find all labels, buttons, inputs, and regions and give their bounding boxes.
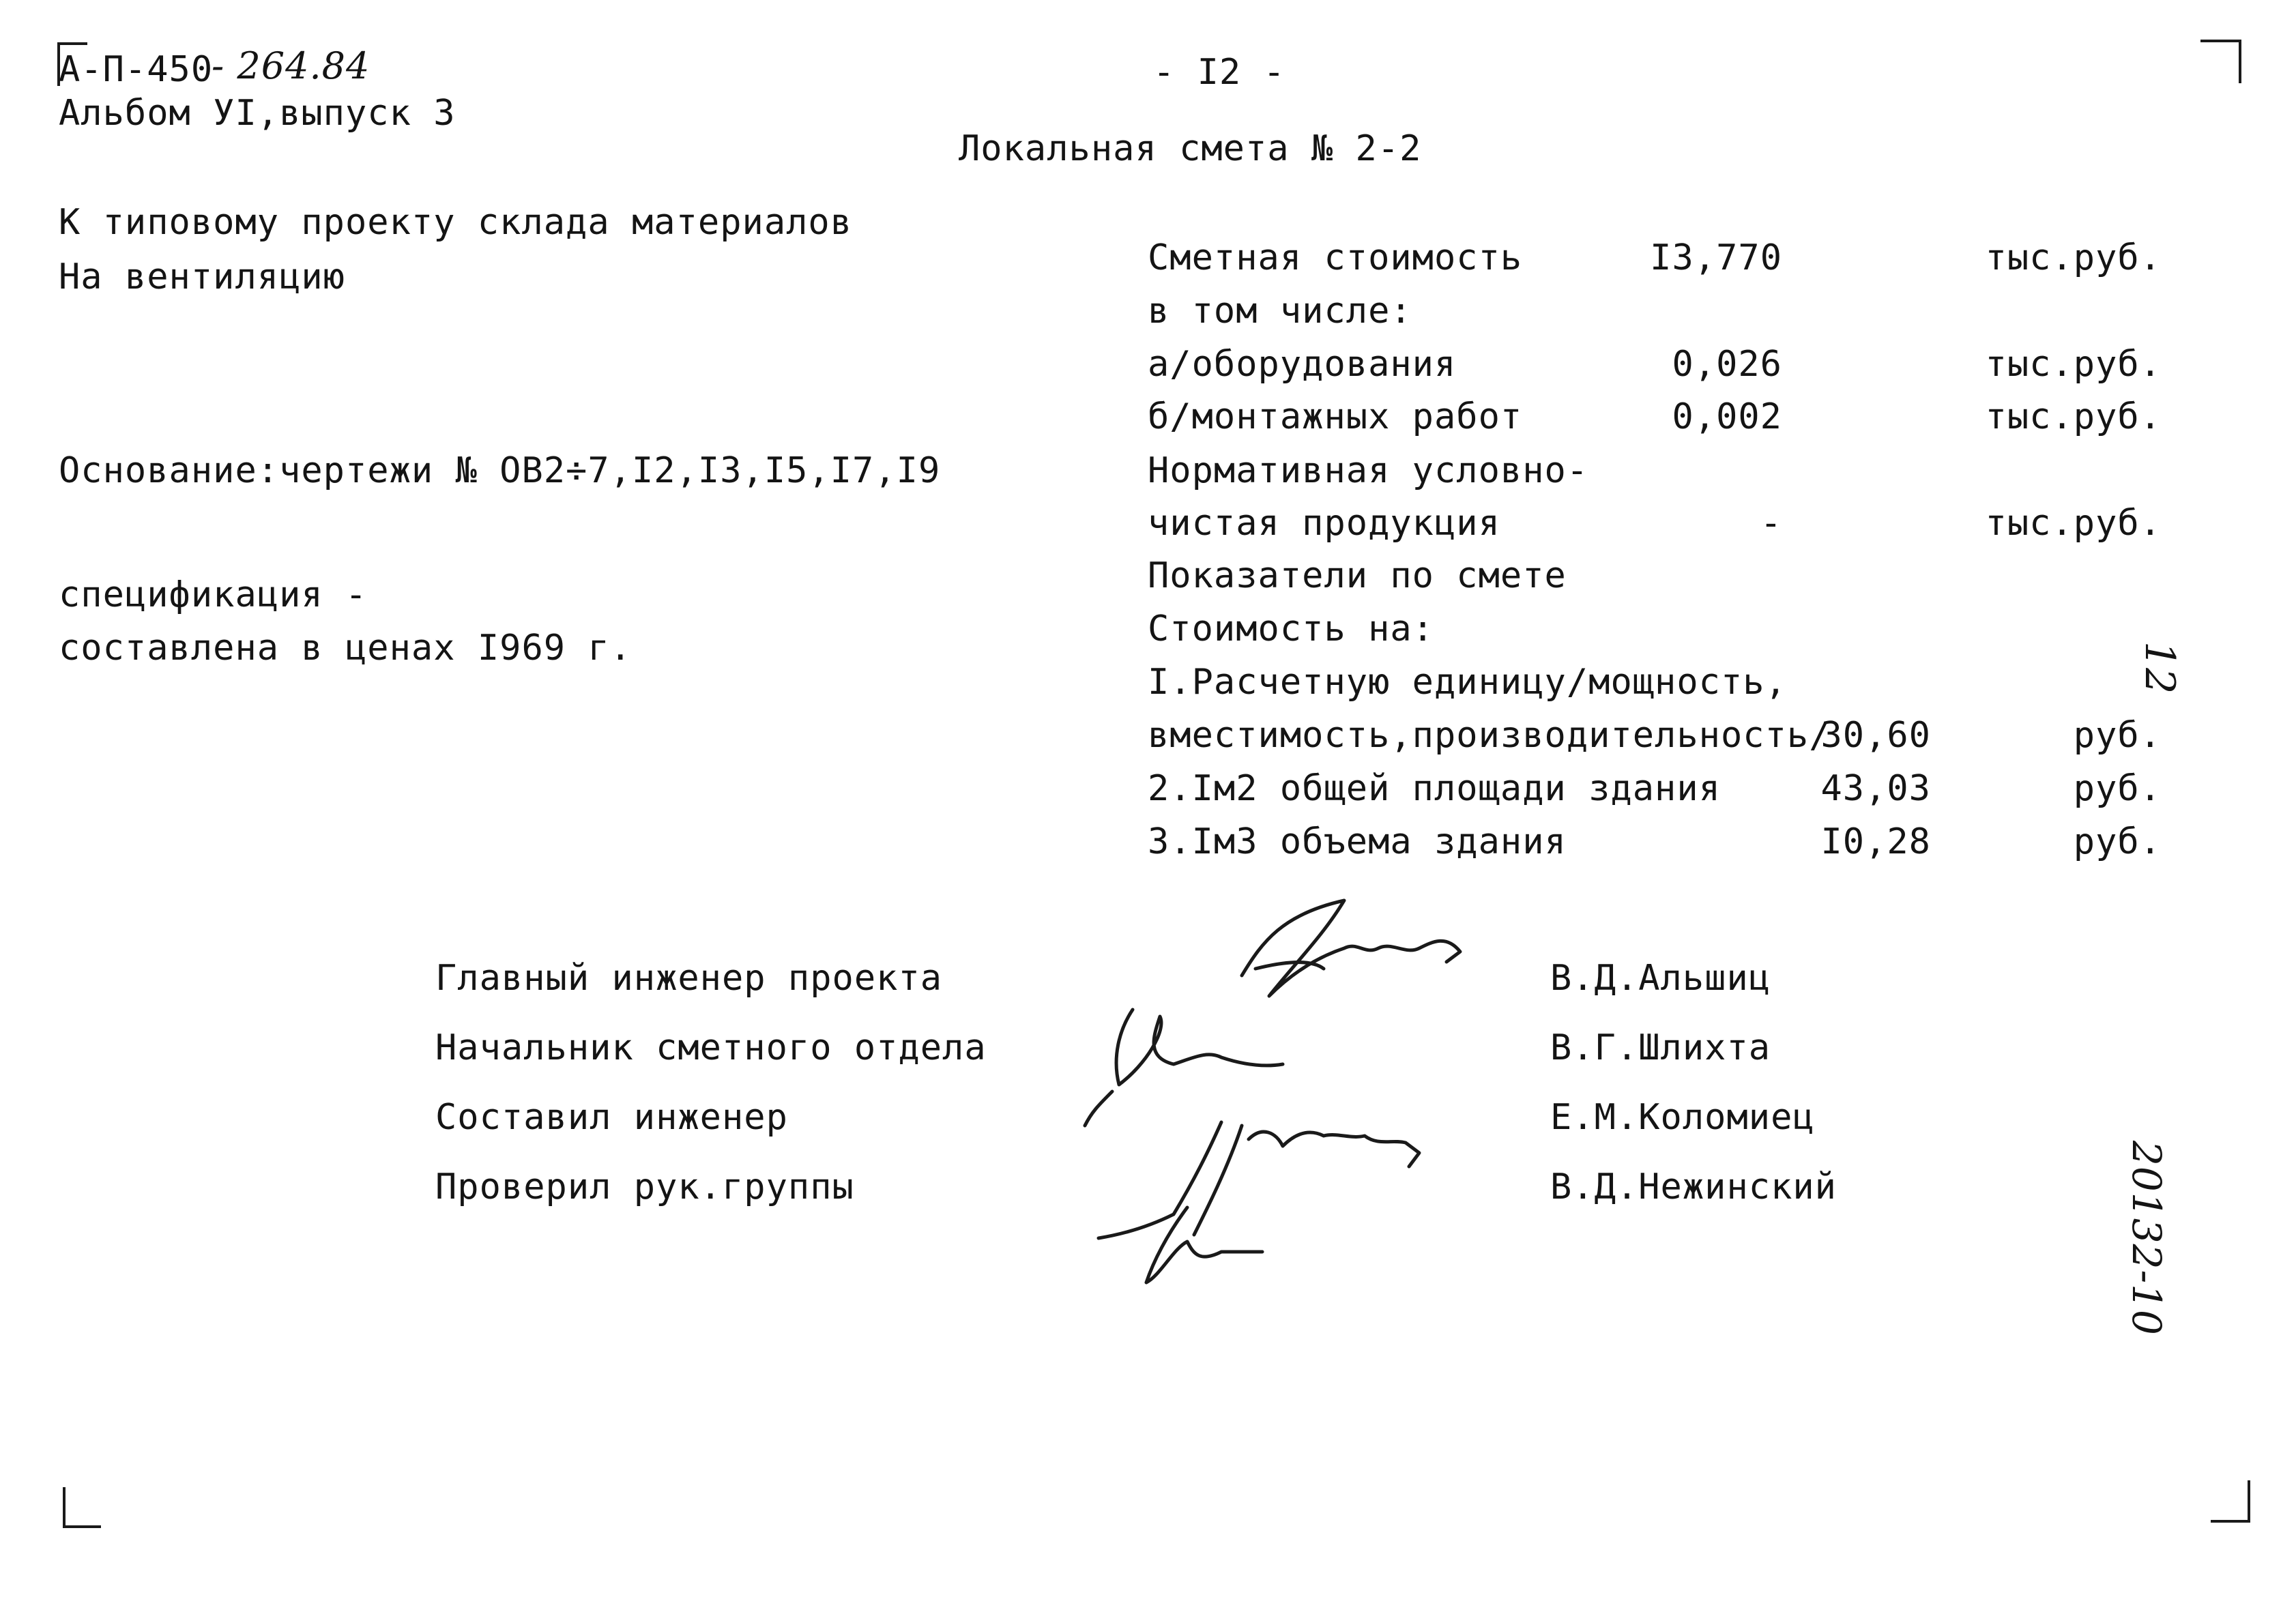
album-issue: Альбом УI,выпуск 3 — [59, 93, 456, 134]
corner-mark-bottom-left — [63, 1487, 101, 1528]
basis-drawings: Основание:чертежи № ОВ2÷7,I2,I3,I5,I7,I9 — [59, 450, 941, 491]
cost-value: I3,770 — [1650, 237, 1782, 278]
cost-label: I.Расчетную единицу/мощность, — [1148, 662, 1787, 703]
signature-stroke-3 — [1174, 1122, 1242, 1235]
signature-stroke-1 — [1242, 900, 1460, 996]
cost-label: 3.Iм3 объема здания — [1148, 821, 1567, 862]
cost-label: Нормативная условно- — [1148, 450, 1589, 491]
signature-name: Е.М.Коломиец — [1550, 1097, 1815, 1138]
cost-label: а/оборудования — [1148, 344, 1457, 385]
signature-role: Проверил рук.группы — [435, 1167, 854, 1207]
corner-mark-bottom-right — [2211, 1480, 2250, 1523]
cost-value: 43,03 — [1820, 768, 1931, 809]
signature-name: В.Г.Шлихта — [1550, 1027, 1771, 1068]
corner-mark-top-right — [2200, 40, 2241, 83]
cost-label: б/монтажных работ — [1148, 396, 1523, 437]
signature-role: Начальник сметного отдела — [435, 1027, 987, 1068]
handwritten-signatures — [1037, 894, 1474, 1303]
signature-stroke-2b — [1085, 1091, 1112, 1126]
signature-name: В.Д.Нежинский — [1550, 1167, 1837, 1207]
document-code-handwritten: - 264.84 — [212, 44, 370, 87]
cost-value: - — [1760, 503, 1782, 544]
cost-unit: руб. — [2073, 768, 2162, 809]
signature-role: Составил инженер — [435, 1097, 788, 1138]
specification-line: спецификация - — [59, 574, 368, 615]
cost-label: Стоимость на: — [1148, 609, 1434, 649]
cost-unit: тыс.руб. — [1985, 344, 2162, 385]
cost-label: Сметная стоимость — [1148, 237, 1523, 278]
cost-unit: руб. — [2073, 715, 2162, 756]
signature-stroke-1b — [1255, 963, 1324, 969]
signature-role: Главный инженер проекта — [435, 958, 943, 999]
prices-line: составлена в ценах I969 г. — [59, 628, 632, 669]
cost-value: I0,28 — [1820, 821, 1931, 862]
cost-label: Показатели по смете — [1148, 555, 1567, 596]
cost-label: чистая продукция — [1148, 503, 1500, 544]
signature-stroke-4b — [1099, 1214, 1174, 1238]
signature-stroke-3b — [1249, 1132, 1419, 1167]
cost-label: в том числе: — [1148, 291, 1412, 332]
cost-label: 2.Iм2 общей площади здания — [1148, 768, 1721, 809]
cost-unit: тыс.руб. — [1985, 503, 2162, 544]
page-title: Локальная смета № 2-2 — [959, 128, 1422, 169]
cost-label: вместимость,производительность/ — [1148, 715, 1831, 756]
cost-value: 0,002 — [1672, 396, 1782, 437]
estimate-subject: На вентиляцию — [59, 257, 345, 297]
document-code: А-П-450 — [59, 49, 214, 90]
signature-stroke-2 — [1116, 1010, 1283, 1085]
cost-unit: тыс.руб. — [1985, 396, 2162, 437]
cost-unit: тыс.руб. — [1985, 237, 2162, 278]
project-reference: К типовому проекту склада материалов — [59, 202, 853, 243]
cost-value: 0,026 — [1672, 344, 1782, 385]
margin-page-mark: 12 — [2136, 641, 2183, 695]
cost-unit: руб. — [2073, 821, 2162, 862]
signature-name: В.Д.Альшиц — [1550, 958, 1771, 999]
margin-sheet-code: 20132-10 — [2123, 1141, 2170, 1336]
cost-value: 30,60 — [1820, 715, 1931, 756]
page-number: - I2 - — [1153, 52, 1285, 93]
